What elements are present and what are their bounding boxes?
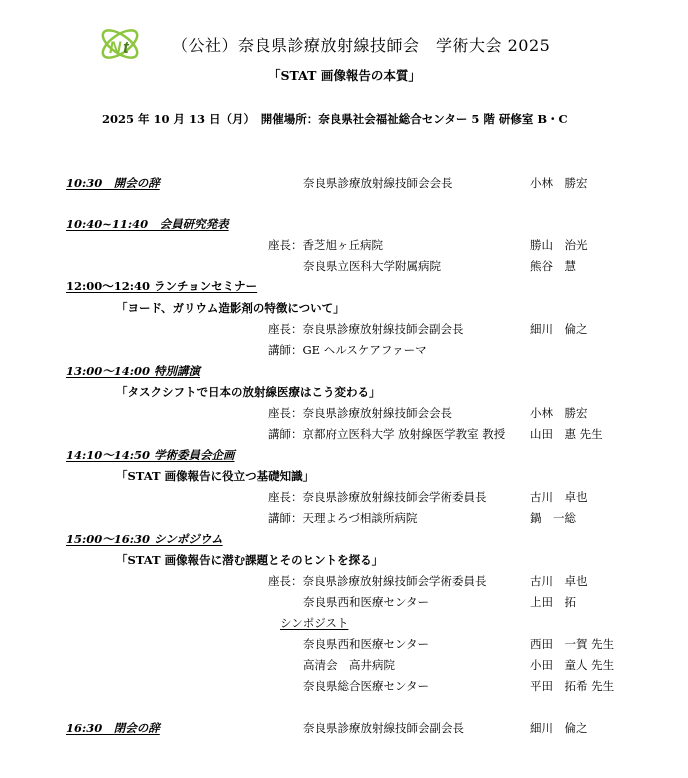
opening-heading: 10:30 開会の辞 — [66, 176, 160, 190]
symposium-heading: 15:00～16:30 シンポジウム — [66, 532, 223, 546]
chair-name: 勝山 治光 — [530, 238, 588, 252]
symposium-topic: 「STAT 画像報告に潜む課題とそのヒントを探る」 — [116, 553, 384, 567]
lecturer-label: 講師：京都府立医科大学 放射線医学教室 教授 — [268, 427, 506, 441]
committee-topic: 「STAT 画像報告に役立つ基礎知識」 — [116, 469, 315, 483]
chair-label: 座長：奈良県診療放射線技師会副会長 — [268, 322, 464, 336]
symposist-name: 西田 一賀 先生 — [530, 637, 615, 651]
page-title: （公社）奈良県診療放射線技師会 学術大会 2025 — [172, 36, 551, 55]
symposist-affiliation: 高清会 高井病院 — [303, 658, 395, 672]
closing-heading: 16:30 閉会の辞 — [66, 721, 160, 735]
chair-name: 古川 卓也 — [530, 574, 588, 588]
chair-name: 熊谷 慧 — [530, 259, 576, 273]
chair-label: 奈良県立医科大学附属病院 — [303, 259, 441, 273]
chair-name: 古川 卓也 — [530, 490, 588, 504]
chair-label: 座長：奈良県診療放射線技師会学術委員長 — [268, 574, 487, 588]
symposist-label: シンポジスト — [280, 616, 349, 630]
svg-text:t: t — [123, 38, 129, 57]
chair-label: 奈良県西和医療センター — [303, 595, 430, 609]
chair-name: 細川 倫之 — [530, 322, 588, 336]
chair-name: 上田 拓 — [530, 595, 576, 609]
svg-text:N: N — [109, 38, 122, 57]
luncheon-heading: 12:00～12:40 ランチョンセミナー — [66, 279, 258, 293]
special-lecture-topic: 「タスクシフトで日本の放射線医療はこう変わる」 — [116, 385, 381, 399]
chair-label: 座長：奈良県診療放射線技師会学術委員長 — [268, 490, 487, 504]
conference-theme: 「STAT 画像報告の本質」 — [268, 68, 421, 83]
date-venue: 2025 年 10 月 13 日（月） 開催場所：奈良県社会福祉総合センター 5 階 研修室 B・C — [102, 112, 568, 126]
committee-heading: 14:10～14:50 学術委員会企画 — [66, 448, 235, 462]
member-research-heading: 10:40~11:40 会員研究発表 — [66, 217, 229, 231]
luncheon-topic: 「ヨード、ガリウム造影剤の特徴について」 — [116, 301, 345, 315]
symposist-name: 小田 童人 先生 — [530, 658, 615, 672]
lecturer-name: 鍋 一総 — [530, 511, 576, 525]
chair-name: 小林 勝宏 — [530, 406, 588, 420]
lecturer-label: 講師：GE ヘルスケアファーマ — [268, 343, 427, 357]
chair-label: 座長：奈良県診療放射線技師会会長 — [268, 406, 452, 420]
lecturer-label: 講師：天理よろづ相談所病院 — [268, 511, 418, 525]
closing-name: 細川 倫之 — [530, 721, 588, 735]
symposist-affiliation: 奈良県総合医療センター — [303, 679, 430, 693]
opening-role: 奈良県診療放射線技師会会長 — [303, 176, 453, 190]
opening-name: 小林 勝宏 — [530, 176, 588, 190]
chair-label: 座長：香芝旭ヶ丘病院 — [268, 238, 383, 252]
lecturer-name: 山田 惠 先生 — [530, 427, 603, 441]
association-logo-icon — [98, 22, 142, 66]
symposist-name: 平田 拓希 先生 — [530, 679, 615, 693]
symposist-affiliation: 奈良県西和医療センター — [303, 637, 430, 651]
closing-role: 奈良県診療放射線技師会副会長 — [303, 721, 464, 735]
special-lecture-heading: 13:00～14:00 特別講演 — [66, 364, 201, 378]
